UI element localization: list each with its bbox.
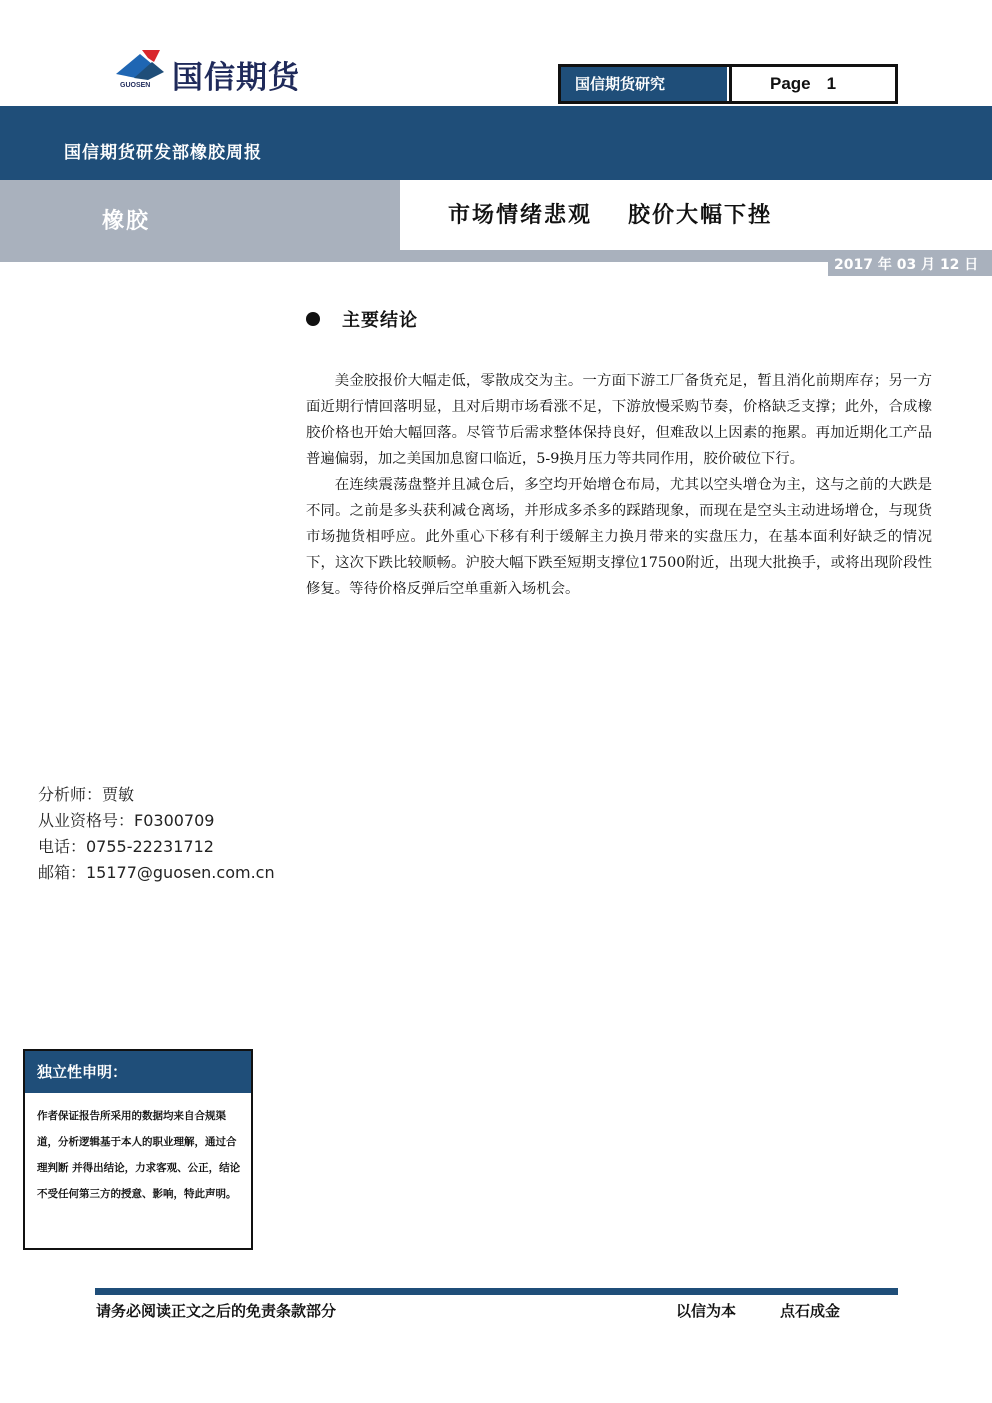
- declaration-text: 作者保证报告所采用的数据均来自合规渠道，分析逻辑基于本人的职业理解，通过合理判断 并得出结论，力求客观、公正，结论不受任何第三方的授意、影响，特此声明。: [37, 1110, 241, 1200]
- paragraph-1: 美金胶报价大幅走低，零散成交为主。一方面下游工厂备货充足，暂且消化前期库存；另一方面近期行情回落明显，且对后期市场看涨不足，下游放慢采购节奏，价格缺乏支撑；此外，合成橡胶价格也开始大幅回落。尽管节后需求整体保持良好，但难敌以上因素的拖累。再加近期化工产品普遍偏弱，加之美国加息窗口临近，5-9换月压力等共同作用，胶价破位下行。: [306, 373, 932, 467]
- conclusion-body: [306, 368, 932, 602]
- category-band: [0, 180, 400, 262]
- analyst-phone: 电话：0755-22231712: [38, 837, 214, 856]
- headline-part-1: 市场情绪悲观: [448, 203, 593, 228]
- report-date: 2017 年 03 月 12 日: [834, 257, 979, 273]
- analyst-name: 分析师：贾敏: [38, 785, 135, 804]
- footer-divider: [95, 1288, 898, 1295]
- brand-name: 国信期货: [172, 60, 300, 96]
- header-label: 国信期货研究: [561, 67, 727, 101]
- analyst-license: 从业资格号：F0300709: [38, 811, 215, 830]
- page-label: Page: [770, 74, 811, 93]
- page-number: 1: [826, 74, 837, 93]
- company-logo: [114, 48, 344, 94]
- footer-motto-2: 点石成金: [780, 1302, 841, 1320]
- bullet-icon: [306, 312, 320, 326]
- analyst-email: 邮箱：15177@guosen.com.cn: [38, 863, 275, 882]
- paragraph-2: 在连续震荡盘整并且减仓后，多空均开始增仓布局，尤其以空头增仓为主，这与之前的大跌是不同。之前是多头获利减仓离场，并形成多杀多的踩踏现象，而现在是空头主动进场增仓，与现货市场抛货相呼应。此外重心下移有利于缓解主力换月带来的实盘压力，在基本面利好缺乏的情况下，这次下跌比较顺畅。沪胶大幅下跌至短期支撑位17500附近，出现大批换手，或将出现阶段性修复。等待价格反弹后空单重新入场机会。: [306, 477, 932, 597]
- page-indicator: [729, 67, 895, 101]
- headline-part-2: 胶价大幅下挫: [628, 203, 773, 228]
- section-title: 主要结论: [342, 310, 418, 331]
- footer-disclaimer: 请务必阅读正文之后的免责条款部分: [96, 1302, 337, 1320]
- report-headline: [448, 198, 772, 229]
- independence-declaration: [23, 1049, 253, 1250]
- brand-sub: GUOSEN: [120, 82, 151, 89]
- report-series-title: 国信期货研发部橡胶周报: [64, 143, 262, 163]
- analyst-info: [38, 782, 275, 886]
- page-header-box: [558, 64, 898, 104]
- footer-motto-1: 以信为本: [676, 1302, 737, 1320]
- declaration-title: 独立性申明：: [25, 1051, 251, 1093]
- category-label: 橡胶: [102, 209, 151, 234]
